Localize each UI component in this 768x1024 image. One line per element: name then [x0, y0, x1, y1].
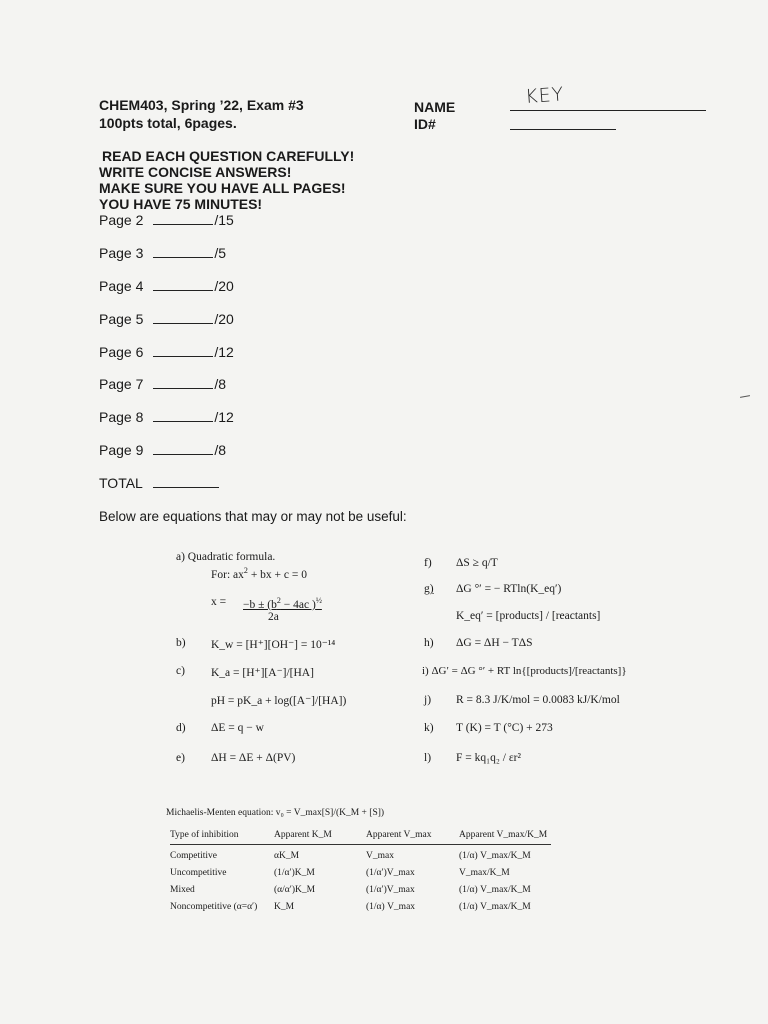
- score-max: /15: [214, 212, 234, 228]
- table-cell: (1/α) V_max/K_M: [459, 850, 531, 861]
- score-page-label: Page 7: [99, 376, 144, 392]
- eq-j-label: j): [424, 694, 432, 706]
- score-row: [99, 344, 234, 360]
- score-row: [99, 278, 234, 294]
- eq-l-label: l): [424, 752, 432, 764]
- score-blank: [153, 212, 213, 225]
- eq-g: ΔG °′ = − RTln(K_eq′): [456, 583, 562, 595]
- score-page-label: Page 9: [99, 442, 144, 458]
- eq-f-label: f): [424, 557, 432, 569]
- score-blank: [153, 278, 213, 291]
- eq-a-denominator: 2a: [268, 611, 279, 623]
- name-handwritten-value: KEY: [524, 83, 565, 108]
- table-cell: (1/α′)K_M: [274, 867, 315, 878]
- table-cell: Mixed: [170, 884, 195, 895]
- score-row: [99, 442, 226, 458]
- points-info: 100pts total, 6pages.: [99, 115, 237, 131]
- eq-d: ΔE = q − w: [211, 722, 264, 734]
- score-page-label: Page 3: [99, 245, 144, 261]
- score-max: /20: [214, 278, 234, 294]
- table-header-cell: Apparent V_max/K_M: [459, 826, 551, 845]
- michaelis-caption: Michaelis-Menten equation: v₀ = V_max[S]/(K_M + [S]): [166, 808, 385, 818]
- score-page-label: Page 4: [99, 278, 144, 294]
- table-cell: Uncompetitive: [170, 867, 227, 878]
- id-label: ID#: [414, 116, 436, 132]
- eq-l: F = kq₁q₂ / εr²: [456, 752, 521, 764]
- table-row: [170, 845, 551, 865]
- score-page-label: Page 5: [99, 311, 144, 327]
- table-header-cell: Apparent K_M: [274, 826, 366, 845]
- eq-e-label: e): [176, 752, 185, 764]
- score-max: /12: [214, 409, 234, 425]
- instruction-3: MAKE SURE YOU HAVE ALL PAGES!: [99, 180, 346, 196]
- instruction-2: WRITE CONCISE ANSWERS!: [99, 164, 292, 180]
- table-cell: V_max: [366, 850, 394, 861]
- table-header-cell: Type of inhibition: [170, 826, 274, 845]
- score-total-row: [99, 475, 219, 491]
- table-cell: (1/α′)V_max: [366, 884, 415, 895]
- score-max: /12: [214, 344, 234, 360]
- eq-i: i) ΔG′ = ΔG °′ + RT ln{[products]/[reactants]}: [422, 665, 627, 677]
- table-header-cell: Apparent V_max: [366, 826, 459, 845]
- eq-e: ΔH = ΔE + Δ(PV): [211, 752, 296, 764]
- score-row: [99, 245, 226, 261]
- eq-c-label: c): [176, 665, 185, 677]
- eq-c2: pH = pK_a + log([A⁻]/[HA]): [211, 695, 347, 707]
- score-blank: [153, 409, 213, 422]
- eq-c: K_a = [H⁺][A⁻]/[HA]: [211, 667, 314, 679]
- score-max: /5: [214, 245, 227, 261]
- total-blank: [153, 475, 219, 488]
- eq-a-x: x =: [211, 596, 227, 608]
- instruction-4: YOU HAVE 75 MINUTES!: [99, 196, 263, 212]
- eq-a-line1: For: $ax^2$ + bx + c = 0: [211, 566, 307, 581]
- eq-b-label: b): [176, 637, 186, 649]
- inhibition-table: [170, 826, 551, 915]
- table-cell: K_M: [274, 901, 295, 912]
- eq-a-numerator: $-b \pm (b^2 - 4ac$ )$^{\frac{1}{2}}$: [243, 596, 322, 611]
- eq-j: R = 8.3 J/K/mol = 0.0083 kJ/K/mol: [456, 694, 620, 706]
- eq-k: T (K) = T (°C) + 273: [456, 722, 553, 734]
- table-cell: Noncompetitive (α=α′): [170, 901, 258, 912]
- eq-h: ΔG = ΔH − TΔS: [456, 637, 533, 649]
- table-cell: (1/α) V_max/K_M: [459, 884, 531, 895]
- table-header-row: [170, 826, 551, 845]
- score-page-label: Page 2: [99, 212, 144, 228]
- score-page-label: Page 8: [99, 409, 144, 425]
- course-title: CHEM403, Spring ’22, Exam #3: [99, 97, 304, 113]
- table-cell: (1/α) V_max/K_M: [459, 901, 531, 912]
- scan-mark: [740, 395, 750, 398]
- score-row: [99, 212, 234, 228]
- id-field-line: [510, 129, 616, 130]
- score-blank: [153, 442, 213, 455]
- table-row: [170, 898, 551, 915]
- equations-intro: Below are equations that may or may not be useful:: [99, 509, 407, 524]
- table-cell: Competitive: [170, 850, 217, 861]
- eq-g-label: g): [424, 583, 434, 595]
- table-row: [170, 864, 551, 881]
- eq-k-label: k): [424, 722, 434, 734]
- table-cell: (α/α′)K_M: [274, 884, 316, 895]
- score-max: /8: [214, 376, 227, 392]
- eq-h-label: h): [424, 637, 434, 649]
- table-cell: (1/α′)V_max: [366, 867, 415, 878]
- score-row: [99, 376, 226, 392]
- score-blank: [153, 311, 213, 324]
- score-blank: [153, 376, 213, 389]
- table-cell: V_max/K_M: [459, 867, 510, 878]
- table-cell: (1/α) V_max: [366, 901, 416, 912]
- score-max: /8: [214, 442, 227, 458]
- score-row: [99, 409, 234, 425]
- eq-f: ΔS ≥ q/T: [456, 557, 498, 569]
- score-blank: [153, 245, 213, 258]
- score-blank: [153, 344, 213, 357]
- eq-b: K_w = [H⁺][OH⁻] = 10⁻¹⁴: [211, 639, 336, 651]
- table-row: [170, 881, 551, 898]
- score-max: /20: [214, 311, 234, 327]
- score-row: [99, 311, 234, 327]
- eq-a-label: a) Quadratic formula.: [176, 551, 276, 563]
- eq-g2: K_eq′ = [products] / [reactants]: [456, 610, 601, 622]
- eq-d-label: d): [176, 722, 186, 734]
- name-field-line: [510, 110, 706, 111]
- total-label: TOTAL: [99, 475, 143, 491]
- table-cell: αK_M: [274, 850, 300, 861]
- score-page-label: Page 6: [99, 344, 144, 360]
- instruction-1: READ EACH QUESTION CAREFULLY!: [102, 148, 355, 164]
- name-label: NAME: [414, 99, 456, 115]
